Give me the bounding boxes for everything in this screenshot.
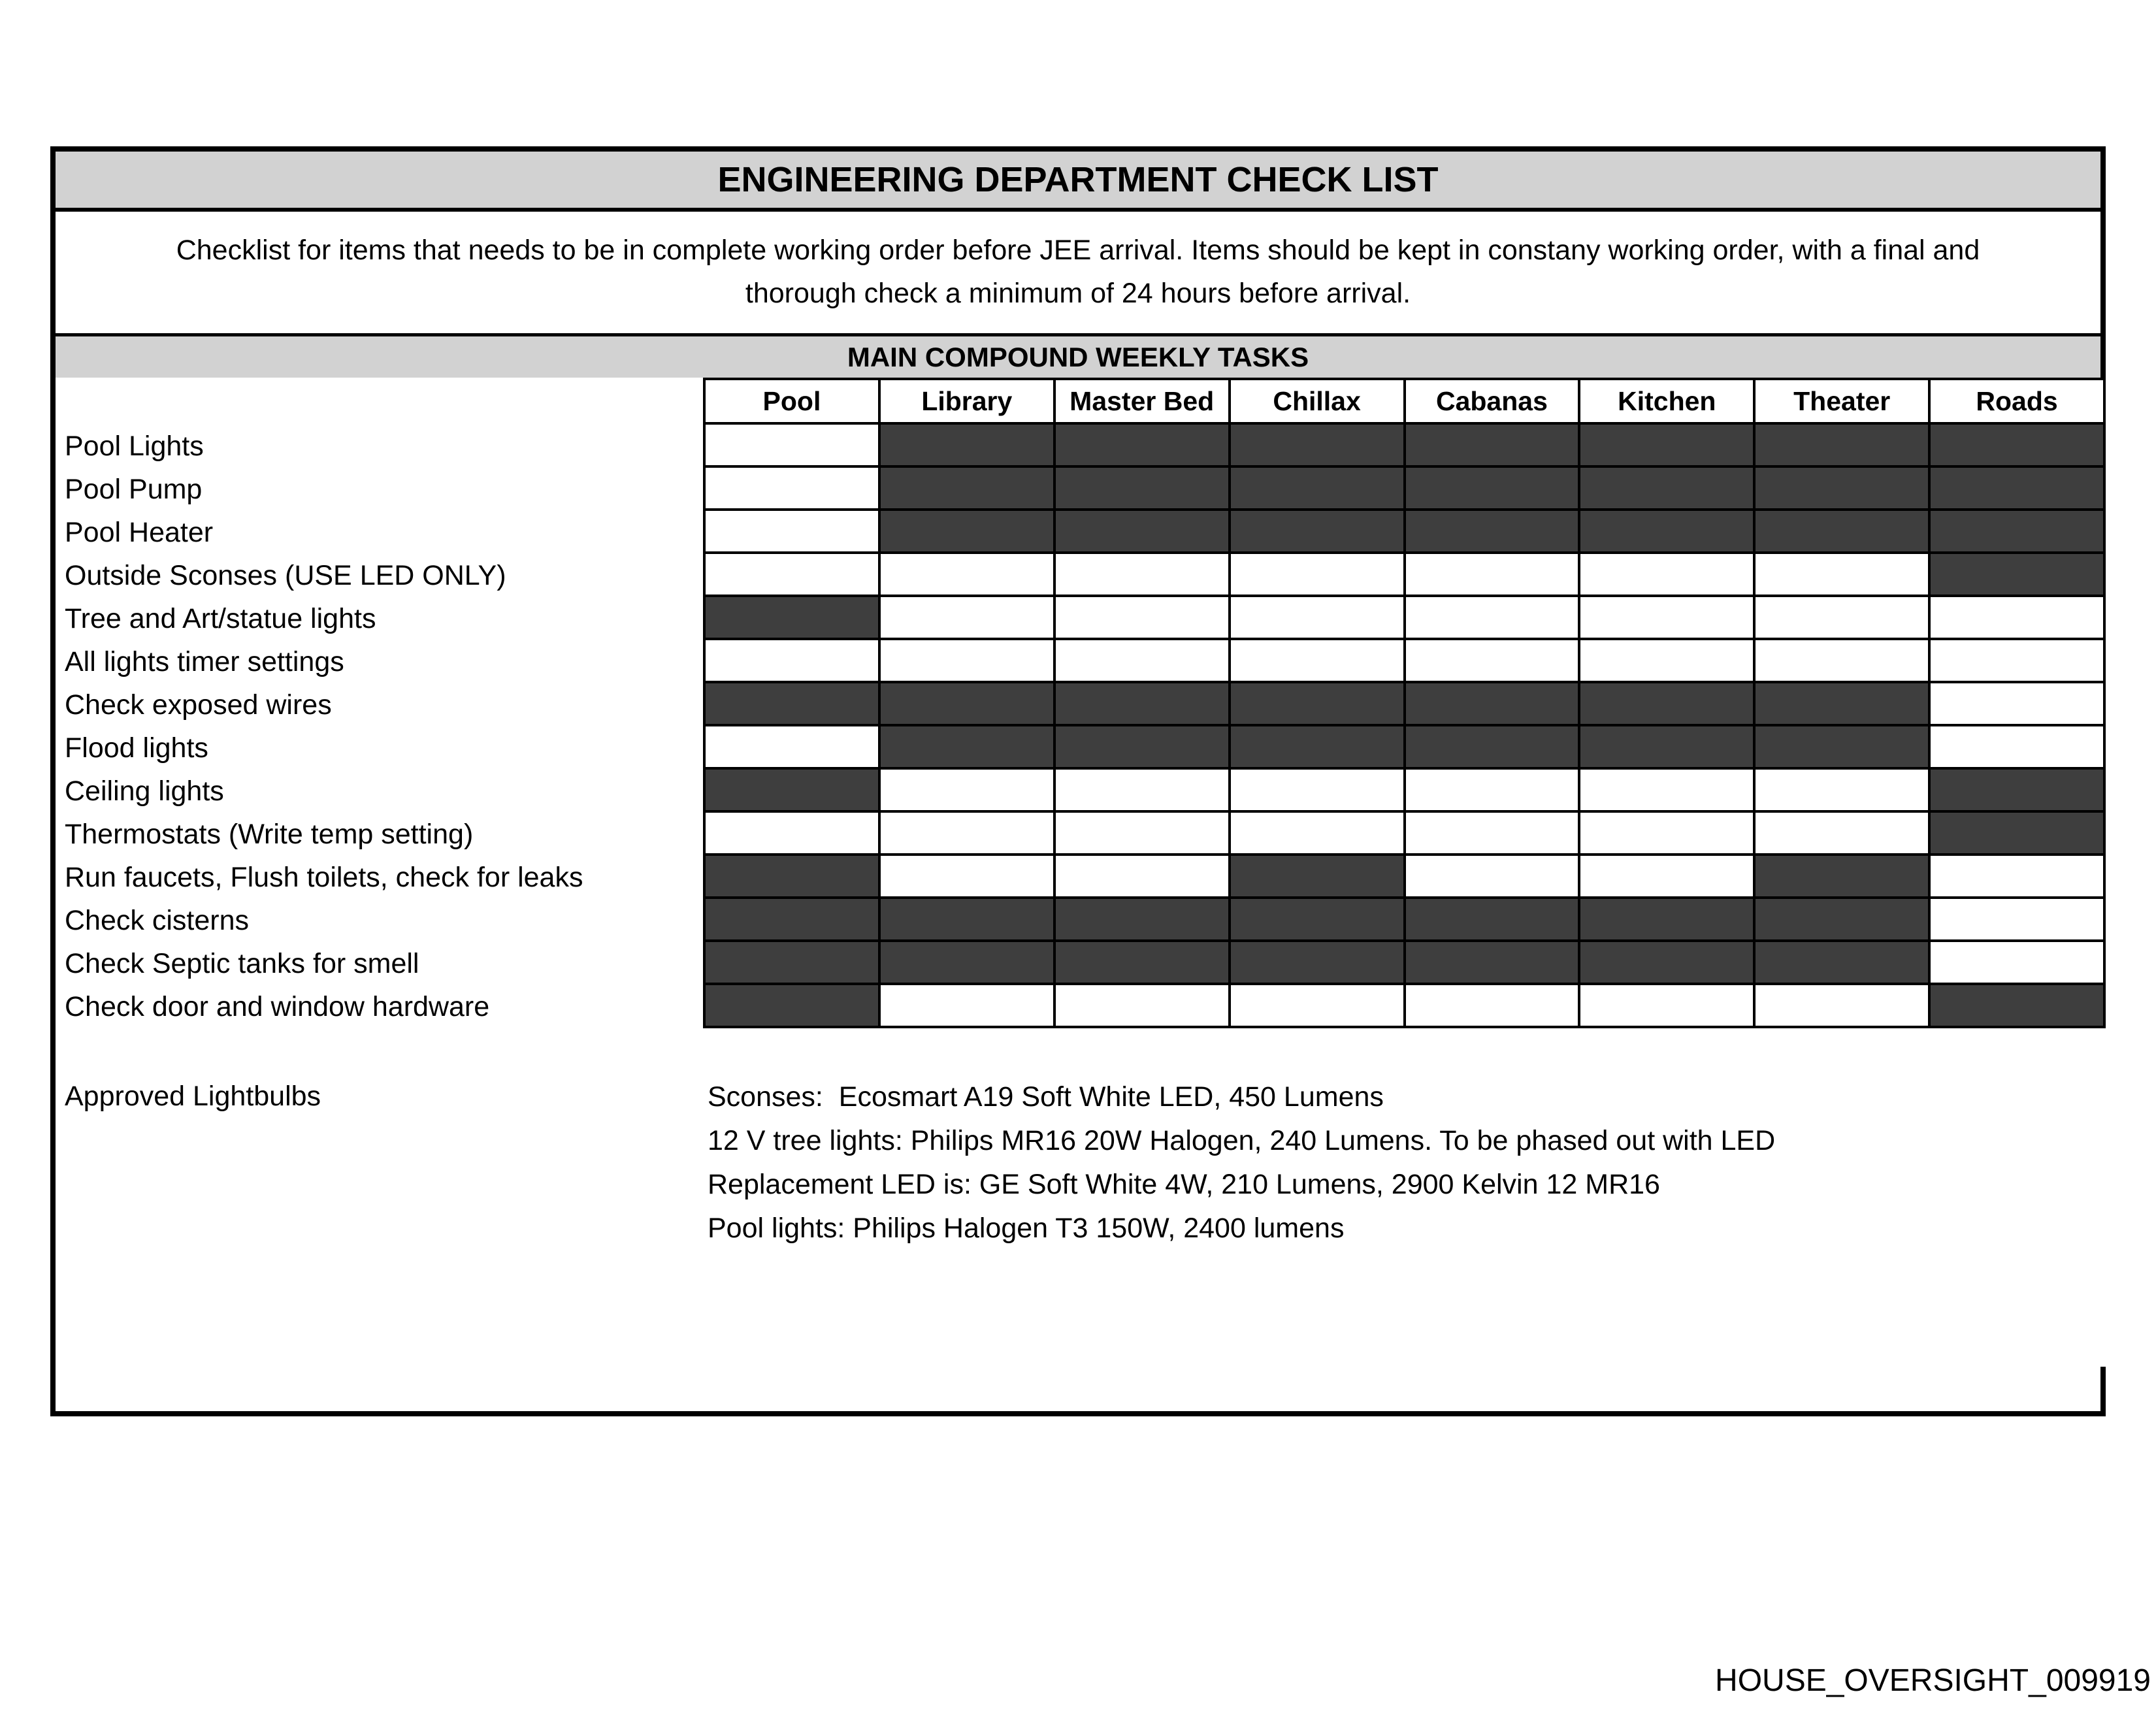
task-cell-11-kitchen bbox=[1580, 899, 1756, 942]
task-label: Outside Sconses (USE LED ONLY) bbox=[65, 559, 506, 591]
task-cell-9-chillax bbox=[1231, 813, 1406, 856]
task-cell-7-pool bbox=[706, 726, 881, 770]
task-cell-12-theater bbox=[1756, 942, 1931, 985]
task-cell-7-cabanas bbox=[1406, 726, 1581, 770]
task-label: Pool Pump bbox=[65, 473, 203, 505]
task-cell-2-chillax bbox=[1231, 511, 1406, 554]
task-cell-4-chillax bbox=[1231, 597, 1406, 640]
task-label-column bbox=[56, 425, 703, 1028]
task-cell-7-library bbox=[881, 726, 1056, 770]
task-cell-10-cabanas bbox=[1406, 856, 1581, 899]
lightbulb-spec-line: Replacement LED is: GE Soft White 4W, 210 Lumens, 2900 Kelvin 12 MR16 bbox=[708, 1169, 1660, 1200]
task-label: Run faucets, Flush toilets, check for leaks bbox=[65, 861, 583, 893]
task-cell-8-cabanas bbox=[1406, 770, 1581, 813]
task-cell-2-cabanas bbox=[1406, 511, 1581, 554]
task-label: Check exposed wires bbox=[65, 689, 332, 721]
task-cell-8-library bbox=[881, 770, 1056, 813]
task-label: Thermostats (Write temp setting) bbox=[65, 818, 474, 850]
task-cell-2-master-bed bbox=[1056, 511, 1231, 554]
task-cell-0-library bbox=[881, 425, 1056, 468]
task-cell-6-master-bed bbox=[1056, 683, 1231, 726]
document-id: HOUSE_OVERSIGHT_009919 bbox=[1715, 1663, 2151, 1698]
task-cell-13-roads bbox=[1931, 985, 2106, 1028]
column-header-master-bed: Master Bed bbox=[1056, 380, 1231, 425]
task-cell-3-theater bbox=[1756, 554, 1931, 597]
task-cell-6-library bbox=[881, 683, 1056, 726]
task-cell-9-master-bed bbox=[1056, 813, 1231, 856]
task-cell-5-roads bbox=[1931, 640, 2106, 683]
task-cell-10-pool bbox=[706, 856, 881, 899]
task-cell-0-roads bbox=[1931, 425, 2106, 468]
frame-right-border-stub bbox=[2100, 1367, 2106, 1411]
column-header-roads: Roads bbox=[1931, 380, 2106, 425]
task-cell-12-pool bbox=[706, 942, 881, 985]
lightbulb-spec-line: Pool lights: Philips Halogen T3 150W, 2400 lumens bbox=[708, 1213, 1345, 1244]
column-header-pool: Pool bbox=[706, 380, 881, 425]
task-label: Pool Heater bbox=[65, 516, 214, 548]
task-label: Check cisterns bbox=[65, 904, 249, 936]
task-cell-7-master-bed bbox=[1056, 726, 1231, 770]
column-header-chillax: Chillax bbox=[1231, 380, 1406, 425]
task-cell-5-theater bbox=[1756, 640, 1931, 683]
task-cell-5-kitchen bbox=[1580, 640, 1756, 683]
task-cell-13-chillax bbox=[1231, 985, 1406, 1028]
task-cell-13-theater bbox=[1756, 985, 1931, 1028]
task-cell-1-theater bbox=[1756, 468, 1931, 511]
task-cell-3-kitchen bbox=[1580, 554, 1756, 597]
task-cell-0-master-bed bbox=[1056, 425, 1231, 468]
task-cell-3-library bbox=[881, 554, 1056, 597]
task-cell-4-master-bed bbox=[1056, 597, 1231, 640]
task-cell-5-library bbox=[881, 640, 1056, 683]
task-cell-5-cabanas bbox=[1406, 640, 1581, 683]
approved-lightbulbs-label: Approved Lightbulbs bbox=[65, 1081, 321, 1112]
task-cell-10-roads bbox=[1931, 856, 2106, 899]
weekly-tasks-table bbox=[56, 378, 2100, 1028]
document-description: Checklist for items that needs to be in complete working order before JEE arrival. Items should be kept in constany working order, with a final and thorough check a minimum of 24 hours before arrival. bbox=[176, 235, 1980, 309]
task-cell-4-pool bbox=[706, 597, 881, 640]
lightbulb-spec-line: 12 V tree lights: Philips MR16 20W Halogen, 240 Lumens. To be phased out with LED bbox=[708, 1125, 1776, 1156]
task-cell-9-kitchen bbox=[1580, 813, 1756, 856]
approved-lightbulbs-list bbox=[708, 1075, 2014, 1250]
task-cell-0-cabanas bbox=[1406, 425, 1581, 468]
task-cell-5-chillax bbox=[1231, 640, 1406, 683]
task-cell-2-kitchen bbox=[1580, 511, 1756, 554]
task-cell-2-pool bbox=[706, 511, 881, 554]
task-cell-9-library bbox=[881, 813, 1056, 856]
task-cell-2-theater bbox=[1756, 511, 1931, 554]
task-cell-6-chillax bbox=[1231, 683, 1406, 726]
checklist-top-section bbox=[56, 146, 2106, 1028]
task-cell-11-roads bbox=[1931, 899, 2106, 942]
task-cell-10-theater bbox=[1756, 856, 1931, 899]
task-cell-7-kitchen bbox=[1580, 726, 1756, 770]
column-header-library: Library bbox=[881, 380, 1056, 425]
task-cell-8-chillax bbox=[1231, 770, 1406, 813]
task-cell-10-chillax bbox=[1231, 856, 1406, 899]
task-cell-12-chillax bbox=[1231, 942, 1406, 985]
task-cell-4-cabanas bbox=[1406, 597, 1581, 640]
task-cell-11-theater bbox=[1756, 899, 1931, 942]
task-label: Pool Lights bbox=[65, 430, 204, 462]
task-cell-4-kitchen bbox=[1580, 597, 1756, 640]
task-label: All lights timer settings bbox=[65, 645, 344, 677]
task-cell-11-master-bed bbox=[1056, 899, 1231, 942]
document-title: ENGINEERING DEPARTMENT CHECK LIST bbox=[56, 152, 2100, 212]
task-cell-0-theater bbox=[1756, 425, 1931, 468]
task-cell-1-master-bed bbox=[1056, 468, 1231, 511]
task-cell-5-pool bbox=[706, 640, 881, 683]
task-cell-8-roads bbox=[1931, 770, 2106, 813]
task-label: Flood lights bbox=[65, 732, 208, 764]
task-cell-11-pool bbox=[706, 899, 881, 942]
task-cell-13-library bbox=[881, 985, 1056, 1028]
task-cell-4-roads bbox=[1931, 597, 2106, 640]
task-cell-12-library bbox=[881, 942, 1056, 985]
task-cell-1-kitchen bbox=[1580, 468, 1756, 511]
task-cell-3-roads bbox=[1931, 554, 2106, 597]
task-cell-7-roads bbox=[1931, 726, 2106, 770]
section-header: MAIN COMPOUND WEEKLY TASKS bbox=[56, 333, 2100, 378]
task-cell-1-roads bbox=[1931, 468, 2106, 511]
task-cell-7-theater bbox=[1756, 726, 1931, 770]
checklist-document-frame bbox=[50, 146, 2106, 1416]
task-label: Check door and window hardware bbox=[65, 990, 490, 1022]
task-cell-9-roads bbox=[1931, 813, 2106, 856]
task-cell-11-library bbox=[881, 899, 1056, 942]
task-cell-0-pool bbox=[706, 425, 881, 468]
task-cell-13-cabanas bbox=[1406, 985, 1581, 1028]
task-cell-10-kitchen bbox=[1580, 856, 1756, 899]
task-cell-8-master-bed bbox=[1056, 770, 1231, 813]
task-cell-10-master-bed bbox=[1056, 856, 1231, 899]
task-cell-8-kitchen bbox=[1580, 770, 1756, 813]
task-cell-3-chillax bbox=[1231, 554, 1406, 597]
task-cell-6-kitchen bbox=[1580, 683, 1756, 726]
task-cell-7-chillax bbox=[1231, 726, 1406, 770]
task-cell-12-kitchen bbox=[1580, 942, 1756, 985]
task-cell-10-library bbox=[881, 856, 1056, 899]
task-cell-2-roads bbox=[1931, 511, 2106, 554]
task-cell-8-pool bbox=[706, 770, 881, 813]
task-label: Check Septic tanks for smell bbox=[65, 947, 419, 979]
task-label: Ceiling lights bbox=[65, 775, 224, 807]
task-cell-6-roads bbox=[1931, 683, 2106, 726]
task-label: Tree and Art/statue lights bbox=[65, 602, 376, 634]
task-cell-12-master-bed bbox=[1056, 942, 1231, 985]
task-cell-4-theater bbox=[1756, 597, 1931, 640]
column-header-theater: Theater bbox=[1756, 380, 1931, 425]
task-cell-1-library bbox=[881, 468, 1056, 511]
task-cell-0-chillax bbox=[1231, 425, 1406, 468]
task-cell-5-master-bed bbox=[1056, 640, 1231, 683]
task-status-grid bbox=[703, 378, 2106, 1028]
column-header-cabanas: Cabanas bbox=[1406, 380, 1581, 425]
task-cell-9-cabanas bbox=[1406, 813, 1581, 856]
task-cell-13-kitchen bbox=[1580, 985, 1756, 1028]
task-cell-6-pool bbox=[706, 683, 881, 726]
task-cell-13-master-bed bbox=[1056, 985, 1231, 1028]
task-cell-3-cabanas bbox=[1406, 554, 1581, 597]
task-cell-1-pool bbox=[706, 468, 881, 511]
task-cell-11-chillax bbox=[1231, 899, 1406, 942]
task-cell-4-library bbox=[881, 597, 1056, 640]
task-cell-9-pool bbox=[706, 813, 881, 856]
lightbulb-spec-line: Sconses: Ecosmart A19 Soft White LED, 450 Lumens bbox=[708, 1081, 1384, 1113]
column-header-kitchen: Kitchen bbox=[1580, 380, 1756, 425]
task-cell-12-roads bbox=[1931, 942, 2106, 985]
task-cell-13-pool bbox=[706, 985, 881, 1028]
task-cell-6-cabanas bbox=[1406, 683, 1581, 726]
task-cell-6-theater bbox=[1756, 683, 1931, 726]
task-cell-1-cabanas bbox=[1406, 468, 1581, 511]
task-cell-1-chillax bbox=[1231, 468, 1406, 511]
task-cell-11-cabanas bbox=[1406, 899, 1581, 942]
task-cell-12-cabanas bbox=[1406, 942, 1581, 985]
task-cell-3-master-bed bbox=[1056, 554, 1231, 597]
task-cell-3-pool bbox=[706, 554, 881, 597]
task-cell-0-kitchen bbox=[1580, 425, 1756, 468]
task-cell-8-theater bbox=[1756, 770, 1931, 813]
task-cell-2-library bbox=[881, 511, 1056, 554]
task-cell-9-theater bbox=[1756, 813, 1931, 856]
